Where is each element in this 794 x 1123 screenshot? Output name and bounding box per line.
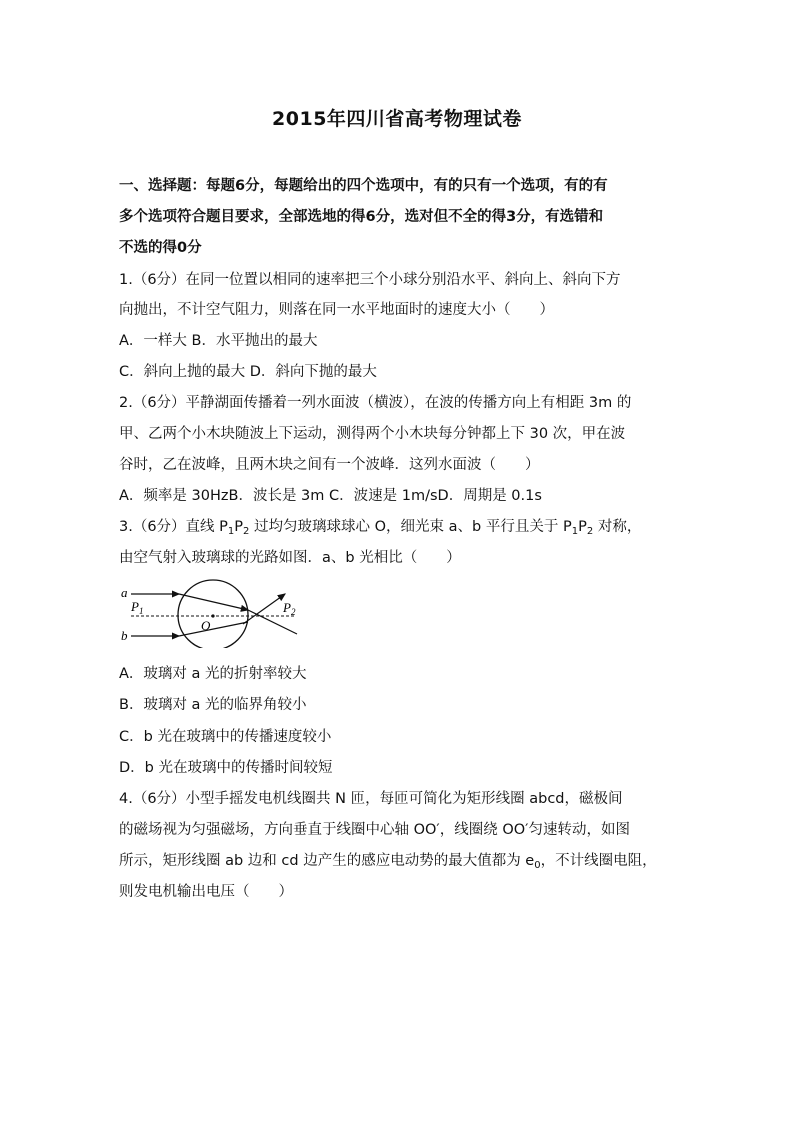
section-line-2: 多个选项符合题目要求，全部选地的得6分，选对但不全的得3分，有选错和: [119, 209, 604, 225]
q1-options-2: C．斜向上抛的最大 D．斜向下抛的最大: [119, 364, 377, 380]
q4-line-4: 则发电机输出电压（ ）: [119, 884, 293, 900]
q2-line-2: 甲、乙两个小木块随波上下运动，测得两个小木块每分钟都上下 30 次，甲在波: [119, 426, 626, 442]
q4-line-3: 所示，矩形线圈 ab 边和 cd 边产生的感应电动势的最大值都为 $e_0$，不计线圈电阻，: [119, 853, 657, 871]
page-title: 2015年四川省高考物理试卷: [272, 108, 522, 130]
q1-options-1: A．一样大 B．水平抛出的最大: [119, 333, 318, 349]
q3-option-a: A．玻璃对 a 光的折射率较大: [119, 666, 307, 682]
q3-option-c: C．b 光在玻璃中的传播速度较小: [119, 729, 332, 745]
q4-line-2: 的磁场视为匀强磁场，方向垂直于线圈中心轴 OO′，线圈绕 OO′匀速转动，如图: [119, 822, 630, 838]
label-b: b: [121, 628, 128, 643]
section-line-3: 不选的得0分: [119, 240, 202, 256]
q1-line-2: 向抛出，不计空气阻力，则落在同一水平地面时的速度大小（ ）: [119, 302, 554, 318]
glass-sphere: [178, 580, 248, 648]
optics-figure: [115, 578, 305, 648]
q4-line-1: 4.（6分）小型手摇发电机线圈共 N 匝，每匝可简化为矩形线圈 abcd，磁极间: [119, 791, 623, 807]
label-o: O: [201, 618, 211, 633]
q1-line-1: 1.（6分）在同一位置以相同的速率把三个小球分别沿水平、斜向上、斜向下方: [119, 272, 621, 288]
ray-b-inside: [179, 622, 248, 636]
section-header: [119, 171, 679, 264]
q2-line-1: 2.（6分）平静湖面传播着一列水面波（横波），在波的传播方向上有相距 3m 的: [119, 395, 632, 411]
center-point: [211, 614, 214, 617]
q3-line-2: 由空气射入玻璃球的光路如图．a、b 光相比（ ）: [119, 550, 461, 566]
q2-options: A．频率是 30HzB．波长是 3m C．波速是 1m/sD．周期是 0.1s: [119, 488, 542, 504]
q3-line-1: 3.（6分）直线 $P_1P_2$ 过均匀玻璃球球心 O，细光束 a、b 平行且关于 $P_1P_2$ 对称，: [119, 519, 642, 537]
q3-option-d: D．b 光在玻璃中的传播时间较短: [119, 760, 333, 776]
label-a: a: [121, 585, 128, 600]
q2-line-3: 谷时，乙在波峰，且两木块之间有一个波峰．这列水面波（ ）: [119, 457, 540, 473]
label-p1: $P_1$: [131, 599, 144, 616]
q3-option-b: B．玻璃对 a 光的临界角较小: [119, 697, 307, 713]
ray-b-exit: [243, 594, 285, 624]
ray-a-inside: [179, 594, 248, 610]
label-p2: $P_2$: [283, 600, 296, 617]
section-line-1: 一、选择题：每题6分，每题给出的四个选项中，有的只有一个选项，有的有: [119, 178, 608, 194]
